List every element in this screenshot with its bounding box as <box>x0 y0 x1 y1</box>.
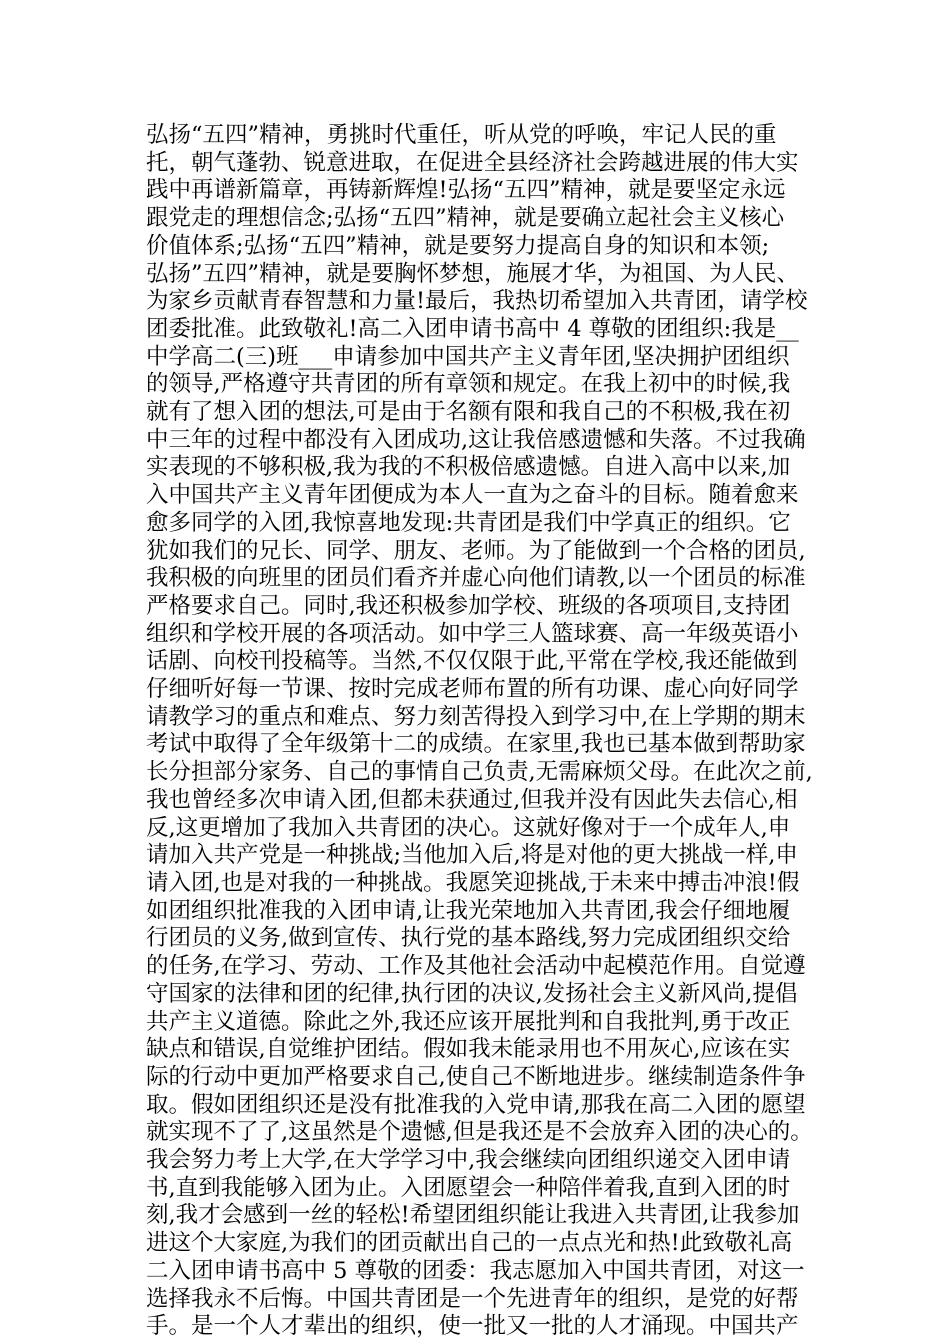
text-line: 就实现不了了,这虽然是个遗憾,但是我还是不会放弃入团的决心的。 <box>146 1119 813 1146</box>
text-line: 话剧、向校刊投稿等。当然,不仅仅限于此,平常在学校,我还能做到 <box>146 648 798 675</box>
text-line: 行团员的义务,做到宣传、执行党的基本路线,努力完成团组织交给 <box>146 925 791 952</box>
text-line: 跟党走的理想信念;弘扬“五四”精神，就是要确立起社会主义核心 <box>146 205 785 232</box>
text-line: 仔细听好每一节课、按时完成老师布置的所有功课、虚心向好同学 <box>146 676 799 703</box>
text-line: 守国家的法律和团的纪律,执行团的决议,发扬社会主义新风尚,提倡 <box>146 980 798 1007</box>
text-line: 际的行动中更加严格要求自己,使自己不断地进步。继续制造条件争 <box>146 1063 806 1090</box>
text-line: 价值体系;弘扬“五四”精神，就是要努力提高自身的知识和本领; <box>146 232 770 259</box>
text-line: 的领导,严格遵守共青团的所有章领和规定。在我上初中的时候,我 <box>146 371 791 398</box>
text-line: 请入团,也是对我的一种挑战。我愿笑迎挑战,于未来中搏击冲浪!假 <box>146 869 800 896</box>
text-line: 愈多同学的入团,我惊喜地发现:共青团是我们中学真正的组织。它 <box>146 509 791 536</box>
text-line: 的任务,在学习、劳动、工作及其他社会活动中起模范作用。自觉遵 <box>146 953 806 980</box>
text-line: 弘扬“五四”精神，勇挑时代重任，听从党的呼唤，牢记人民的重 <box>146 122 777 148</box>
text-line: 选择我永不后悔。中国共青团是一个先进青年的组织，是党的好帮 <box>146 1285 799 1312</box>
text-line: 入中国共产主义青年团便成为本人一直为之奋斗的目标。随着愈来 <box>146 482 799 509</box>
text-line: 我会努力考上大学,在大学学习中,我会继续向团组织递交入团申请 <box>146 1147 791 1174</box>
text-line: 请加入共产党是一种挑战;当他加入后,将是对他的更大挑战一样,申 <box>146 842 798 869</box>
text-line: 我也曾经多次申请入团,但都未获通过,但我并没有因此失去信心,相 <box>146 786 798 813</box>
text-line: 践中再谱新篇章，再铸新辉煌!弘扬“五四”精神，就是要坚定永远 <box>146 177 786 204</box>
text-line: 反,这更增加了我加入共青团的决心。这就好像对于一个成年人,申 <box>146 814 791 841</box>
text-line: 严格要求自己。同时,我还积极参加学校、班级的各项项目,支持团 <box>146 592 791 619</box>
text-line: 手。是一个人才辈出的组织，使一批又一批的人才涌现。中国共产 <box>146 1313 799 1340</box>
text-line: 考试中取得了全年级第十二的成绩。在家里,我也已基本做到帮助家 <box>146 731 806 758</box>
text-line: 长分担部分家务、自己的事情自己负责,无需麻烦父母。在此次之前, <box>146 759 813 786</box>
text-line: 托，朝气蓬勃、锐意进取，在促进全县经济社会跨越进展的伟大实 <box>146 149 799 176</box>
text-line: 请教学习的重点和难点、努力刻苦得投入到学习中,在上学期的期末 <box>146 703 806 730</box>
text-line: 刻,我才会感到一丝的轻松!希望团组织能让我进入共青团,让我参加 <box>146 1202 800 1229</box>
text-line: 团委批准。此致敬礼!高二入团申请书高中 4 尊敬的团组织:我是__ <box>146 315 799 342</box>
text-line: 组织和学校开展的各项活动。如中学三人篮球赛、高一年级英语小 <box>146 620 799 647</box>
text-line: 弘扬”五四”精神，就是要胸怀梦想，施展才华，为祖国、为人民、 <box>146 260 800 287</box>
document-body-text <box>146 122 816 1341</box>
text-line: 犹如我们的兄长、同学、朋友、老师。为了能做到一个合格的团员, <box>146 537 806 564</box>
text-line: 缺点和错误,自觉维护团结。假如我未能录用也不用灰心,应该在实 <box>146 1036 791 1063</box>
text-line: 中三年的过程中都没有入团成功,这让我倍感遗憾和失落。不过我确 <box>146 426 806 453</box>
text-line: 实表现的不够积极,我为我的不积极倍感遗憾。自进入高中以来,加 <box>146 454 791 481</box>
text-line: 就有了想入团的想法,可是由于名额有限和我自己的不积极,我在初 <box>146 399 791 426</box>
text-line: 我积极的向班里的团员们看齐并虚心向他们请教,以一个团员的标准 <box>146 565 806 592</box>
text-line: 二入团申请书高中 5 尊敬的团委：我志愿加入中国共青团，对这一 <box>146 1257 805 1284</box>
text-line: 取。假如团组织还是没有批准我的入党申请,那我在高二入团的愿望 <box>146 1091 806 1118</box>
text-line: 中学高二(三)班___申请参加中国共产主义青年团,坚决拥护团组织 <box>146 343 790 370</box>
text-line: 共产主义道德。除此之外,我还应该开展批判和自我批判,勇于改正 <box>146 1008 791 1035</box>
text-line: 如团组织批准我的入团申请,让我光荣地加入共青团,我会仔细地履 <box>146 897 791 924</box>
text-line: 书,直到我能够入团为止。入团愿望会一种陪伴着我,直到入团的时 <box>146 1174 791 1201</box>
text-line: 进这个大家庭,为我们的团贡献出自己的一点点光和热!此致敬礼高 <box>146 1230 793 1257</box>
text-line: 为家乡贡献青春智慧和力量!最后，我热切希望加入共青团，请学校 <box>146 288 808 315</box>
